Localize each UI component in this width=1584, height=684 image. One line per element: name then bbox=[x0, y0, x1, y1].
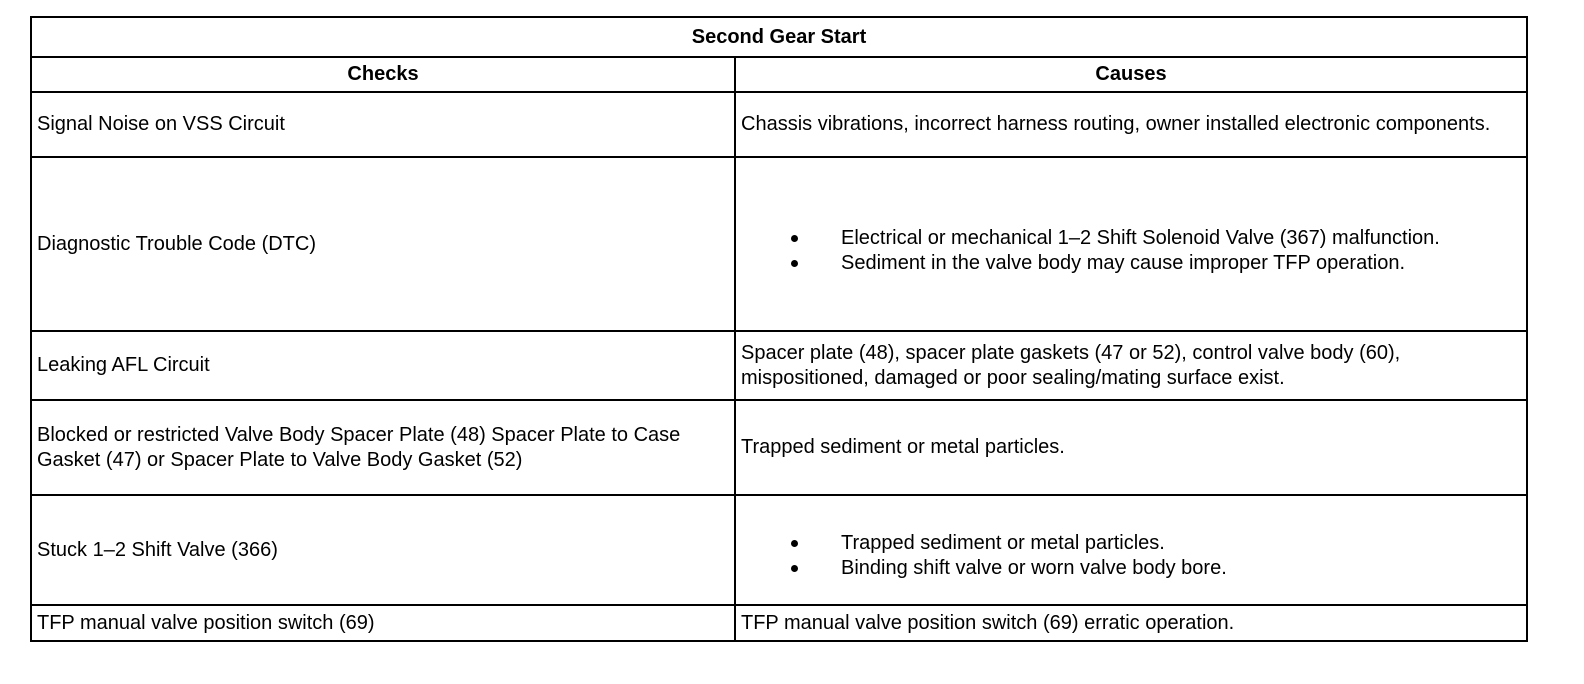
cause-cell bbox=[735, 157, 1527, 331]
bullet-text: Sediment in the valve body may cause improper TFP operation. bbox=[841, 252, 1406, 274]
diagnostic-table bbox=[30, 16, 1528, 642]
cause-cell: Trapped sediment or metal particles. bbox=[735, 400, 1527, 495]
cause-cell: Chassis vibrations, incorrect harness routing, owner installed electronic components. bbox=[735, 92, 1527, 157]
table-row bbox=[31, 92, 1527, 157]
cause-cell: TFP manual valve position switch (69) erratic operation. bbox=[735, 605, 1527, 641]
check-cell: Diagnostic Trouble Code (DTC) bbox=[31, 157, 735, 331]
bullet-icon bbox=[791, 540, 798, 547]
list-item bbox=[791, 251, 1521, 276]
table-row bbox=[31, 605, 1527, 641]
table-title-row bbox=[31, 17, 1527, 57]
list-item bbox=[791, 531, 1521, 556]
list-item bbox=[791, 226, 1521, 251]
column-header-causes: Causes bbox=[735, 57, 1527, 92]
table-row bbox=[31, 400, 1527, 495]
bullet-text: Binding shift valve or worn valve body bore. bbox=[841, 557, 1227, 579]
bullet-text: Trapped sediment or metal particles. bbox=[841, 532, 1165, 554]
table-title: Second Gear Start bbox=[31, 17, 1527, 57]
check-cell: Stuck 1–2 Shift Valve (366) bbox=[31, 495, 735, 605]
table-row bbox=[31, 157, 1527, 331]
cause-cell: Spacer plate (48), spacer plate gaskets (47 or 52), control valve body (60), mispositioned, damaged or poor sealing/mating surface exist. bbox=[735, 331, 1527, 400]
table-header-row bbox=[31, 57, 1527, 92]
table-row bbox=[31, 495, 1527, 605]
cause-bullet-list bbox=[741, 226, 1521, 276]
bullet-icon bbox=[791, 565, 798, 572]
bullet-text: Electrical or mechanical 1–2 Shift Solenoid Valve (367) malfunction. bbox=[841, 227, 1440, 249]
bullet-icon bbox=[791, 260, 798, 267]
bullet-icon bbox=[791, 235, 798, 242]
cause-bullet-list bbox=[741, 531, 1521, 581]
table-row bbox=[31, 331, 1527, 400]
check-cell: Blocked or restricted Valve Body Spacer Plate (48) Spacer Plate to Case Gasket (47) or Spacer Plate to Valve Body Gasket (52) bbox=[31, 400, 735, 495]
check-cell: Leaking AFL Circuit bbox=[31, 331, 735, 400]
column-header-checks: Checks bbox=[31, 57, 735, 92]
check-cell: TFP manual valve position switch (69) bbox=[31, 605, 735, 641]
list-item bbox=[791, 556, 1521, 581]
cause-cell bbox=[735, 495, 1527, 605]
check-cell: Signal Noise on VSS Circuit bbox=[31, 92, 735, 157]
